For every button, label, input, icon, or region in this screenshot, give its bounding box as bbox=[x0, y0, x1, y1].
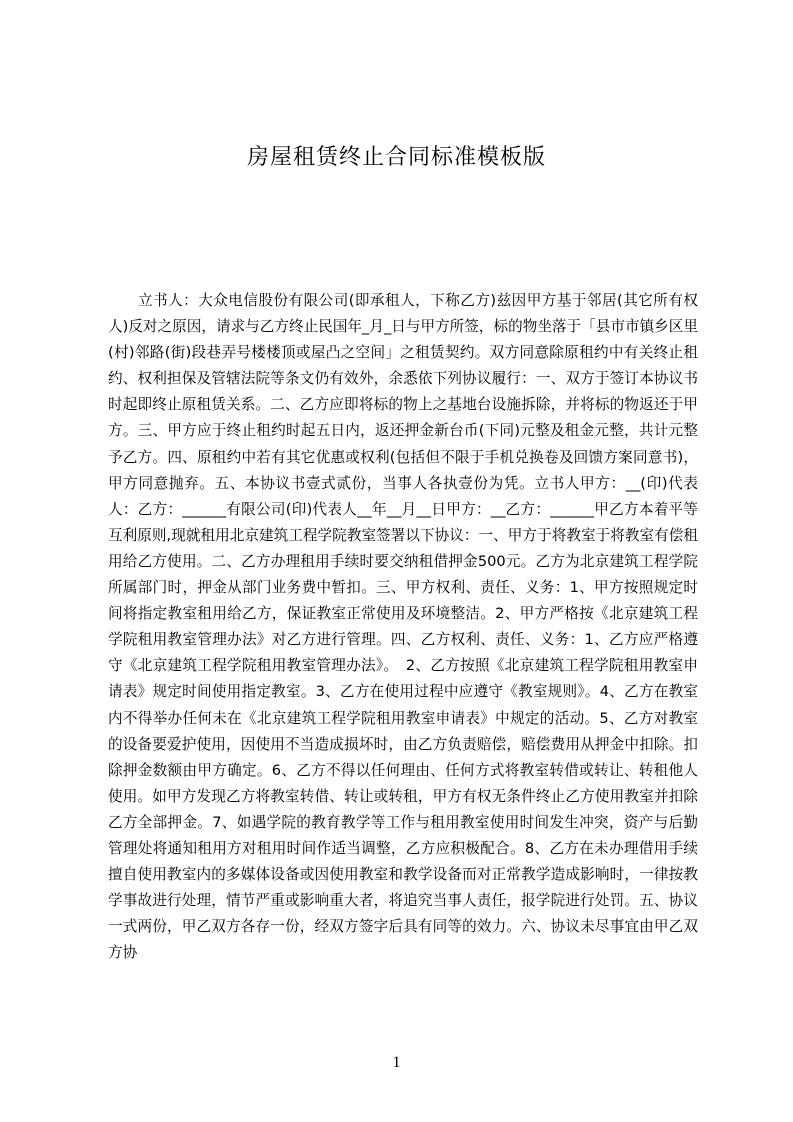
page-number: 1 bbox=[392, 1054, 401, 1071]
document-body-paragraph: 立书人：大众电信股份有限公司(即承租人，下称乙方)兹因甲方基于邻居(其它所有权人)反对之原因，请求与乙方终止民国年_月_日与甲方所签，标的物坐落于「县市市镇乡区里(村)邻路(街)段巷弄号楼楼顶或屋凸之空间」之租赁契约。双方同意除原租约中有关终止租约、权利担保及管辖法院等条文仍有效外，余悉依下列协议履行：一、双方于签订本协议书时起即终止原租赁关系。二、乙方应即将标的物上之基地台设施拆除，并将标的物返还于甲方。三、甲方应于终止租约时起五日内，返还押金新台币(下同)元整及租金元整，共计元整予乙方。四、原租约中若有其它优惠或权利(包括但不限于手机兑换卷及回馈方案同意书)，甲方同意抛弃。五、本协议书壹式贰份，当事人各执壹份为凭。立书人甲方：__(印)代表人：乙方：______有限公司(印)代表人__年__月__日甲方：__乙方：______甲乙方本着平等互利原则,现就租用北京建筑工程学院教室签署以下协议：一、甲方于将教室于将教室有偿租用给乙方使用。二、乙方办理租用手续时要交纳租借押金500元。乙方为北京建筑工程学院所属部门时，押金从部门业务费中暂扣。三、甲方权利、责任、义务：1、甲方按照规定时间将指定教室租用给乙方，保证教室正常使用及环境整洁。2、甲方严格按《北京建筑工程学院租用教室管理办法》对乙方进行管理。四、乙方权利、责任、义务：1、乙方应严格遵守《北京建筑工程学院租用教室管理办法》。 2、乙方按照《北京建筑工程学院租用教室申请表》规定时间使用指定教室。3、乙方在使用过程中应遵守《教室规则》。4、乙方在教室内不得举办任何未在《北京建筑工程学院租用教室申请表》中规定的活动。5、乙方对教室的设备要爱护使用，因使用不当造成损坏时，由乙方负责赔偿，赔偿费用从押金中扣除。扣除押金数额由甲方确定。6、乙方不得以任何理由、任何方式将教室转借或转让、转租他人使用。如甲方发现乙方将教室转借、转让或转租，甲方有权无条件终止乙方使用教室并扣除乙方全部押金。7、如遇学院的教育教学等工作与租用教室使用时间发生冲突，资产与后勤管理处将通知租用方对租用时间作适当调整，乙方应积极配合。8、乙方在未办理借用手续擅自使用教室内的多媒体设备或因使用教室和教学设备而对正常教学造成影响时，一律按教学事故进行处理，情节严重或影响重大者，将追究当事人责任，报学院进行处罚。五、协议一式两份，甲乙双方各存一份，经双方签字后具有同等的效力。六、协议未尽事宜由甲乙双方协 bbox=[108, 292, 698, 962]
document-title: 房屋租赁终止合同标准模板版 bbox=[246, 145, 546, 170]
